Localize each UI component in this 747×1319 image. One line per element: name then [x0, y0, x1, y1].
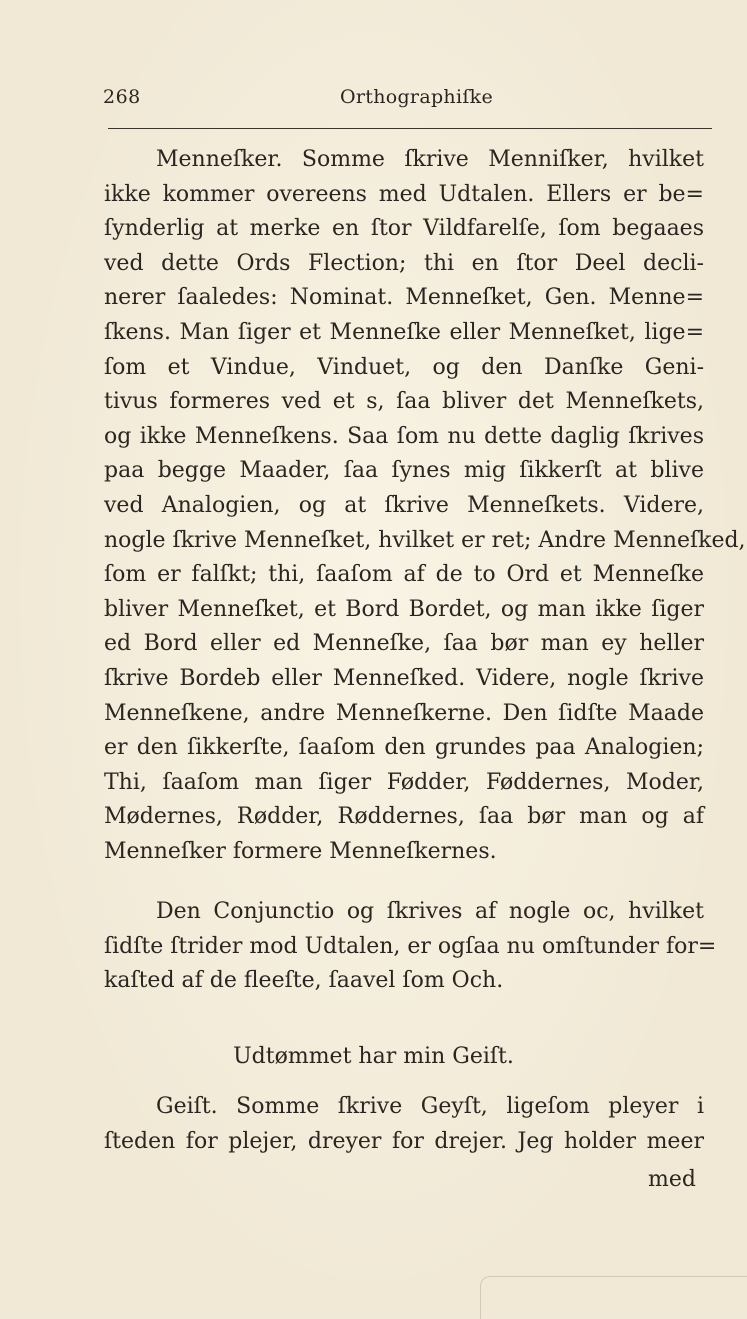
- text-line: ikke kommer overeens med Udtalen. Ellers er be=: [104, 181, 704, 207]
- text-line: nerer ſaaledes: Nominat. Menneſket, Gen. Menne=: [104, 285, 704, 311]
- paragraph-conjunctio: [104, 895, 717, 999]
- text-line: ved dette Ords Flection; thi en ſtor Deel decli-: [104, 250, 704, 276]
- text-line: ſom et Vindue, Vinduet, og den Danſke Geni-: [104, 354, 704, 380]
- text-line: paa begge Maader, ſaa ſynes mig ſikkerſt at blive: [104, 458, 704, 484]
- text-line: Den Conjunctio og ſkrives af nogle oc, hvilket: [156, 899, 704, 924]
- text-line: Menneſker. Somme ſkrive Menniſker, hvilket: [156, 147, 704, 172]
- text-line: og ikke Menneſkens. Saa ſom nu dette daglig ſkrives: [104, 423, 704, 449]
- page-number: 268: [103, 86, 141, 108]
- catchword: med: [648, 1167, 696, 1192]
- text-line: ed Bord eller ed Menneſke, ſaa bør man ey heller: [104, 631, 704, 657]
- text-line: nogle ſkrive Menneſket, hvilket er ret; Andre Menneſked,: [104, 527, 746, 553]
- text-line: ſkrive Bordeb eller Menneſked. Videre, nogle ſkrive: [104, 665, 704, 691]
- text-line: ved Analogien, og at ſkrive Menneſkets. Videre,: [104, 492, 704, 518]
- paragraph-geist: [104, 1090, 704, 1159]
- text-line: Menneſker formere Menneſkernes.: [104, 838, 497, 864]
- header-rule: [108, 128, 712, 129]
- text-line: Geiſt. Somme ſkrive Geyſt, ligeſom pleyer i: [156, 1094, 704, 1119]
- text-line: ſteden for plejer, dreyer for drejer. Jeg holder meer: [104, 1128, 704, 1154]
- text-line: Thi, ſaaſom man ſiger Fødder, Føddernes, Moder,: [104, 769, 704, 795]
- text-line: kaſted af de fleeſte, ſaavel ſom Och.: [104, 968, 504, 994]
- running-head: [100, 84, 712, 118]
- running-title: Orthographiſke: [340, 86, 494, 108]
- text-line: Mødernes, Rødder, Røddernes, ſaa bør man og af: [104, 804, 704, 830]
- text-line: ſkens. Man ſiger et Menneſke eller Menneſket, lige=: [104, 319, 704, 345]
- text-line: ſom er falſkt; thi, ſaaſom af de to Ord et Menneſke: [104, 562, 704, 588]
- page-corner-crease: [480, 1276, 747, 1319]
- paragraph-menneske: [104, 143, 746, 869]
- section-heading: Udtømmet har min Geiſt.: [233, 1044, 514, 1069]
- text-line: ſidſte ſtrider mod Udtalen, er ogſaa nu omſtunder for=: [104, 933, 717, 959]
- text-line: Menneſkene, andre Menneſkerne. Den ſidſte Maade: [104, 700, 704, 726]
- text-line: bliver Menneſket, et Bord Bordet, og man ikke ſiger: [104, 596, 704, 622]
- text-line: ſynderlig at merke en ſtor Vildfarelſe, ſom begaaes: [104, 216, 704, 242]
- text-line: er den ſikkerſte, ſaaſom den grundes paa Analogien;: [104, 735, 704, 761]
- text-line: tivus formeres ved et s, ſaa bliver det Menneſkets,: [104, 389, 704, 415]
